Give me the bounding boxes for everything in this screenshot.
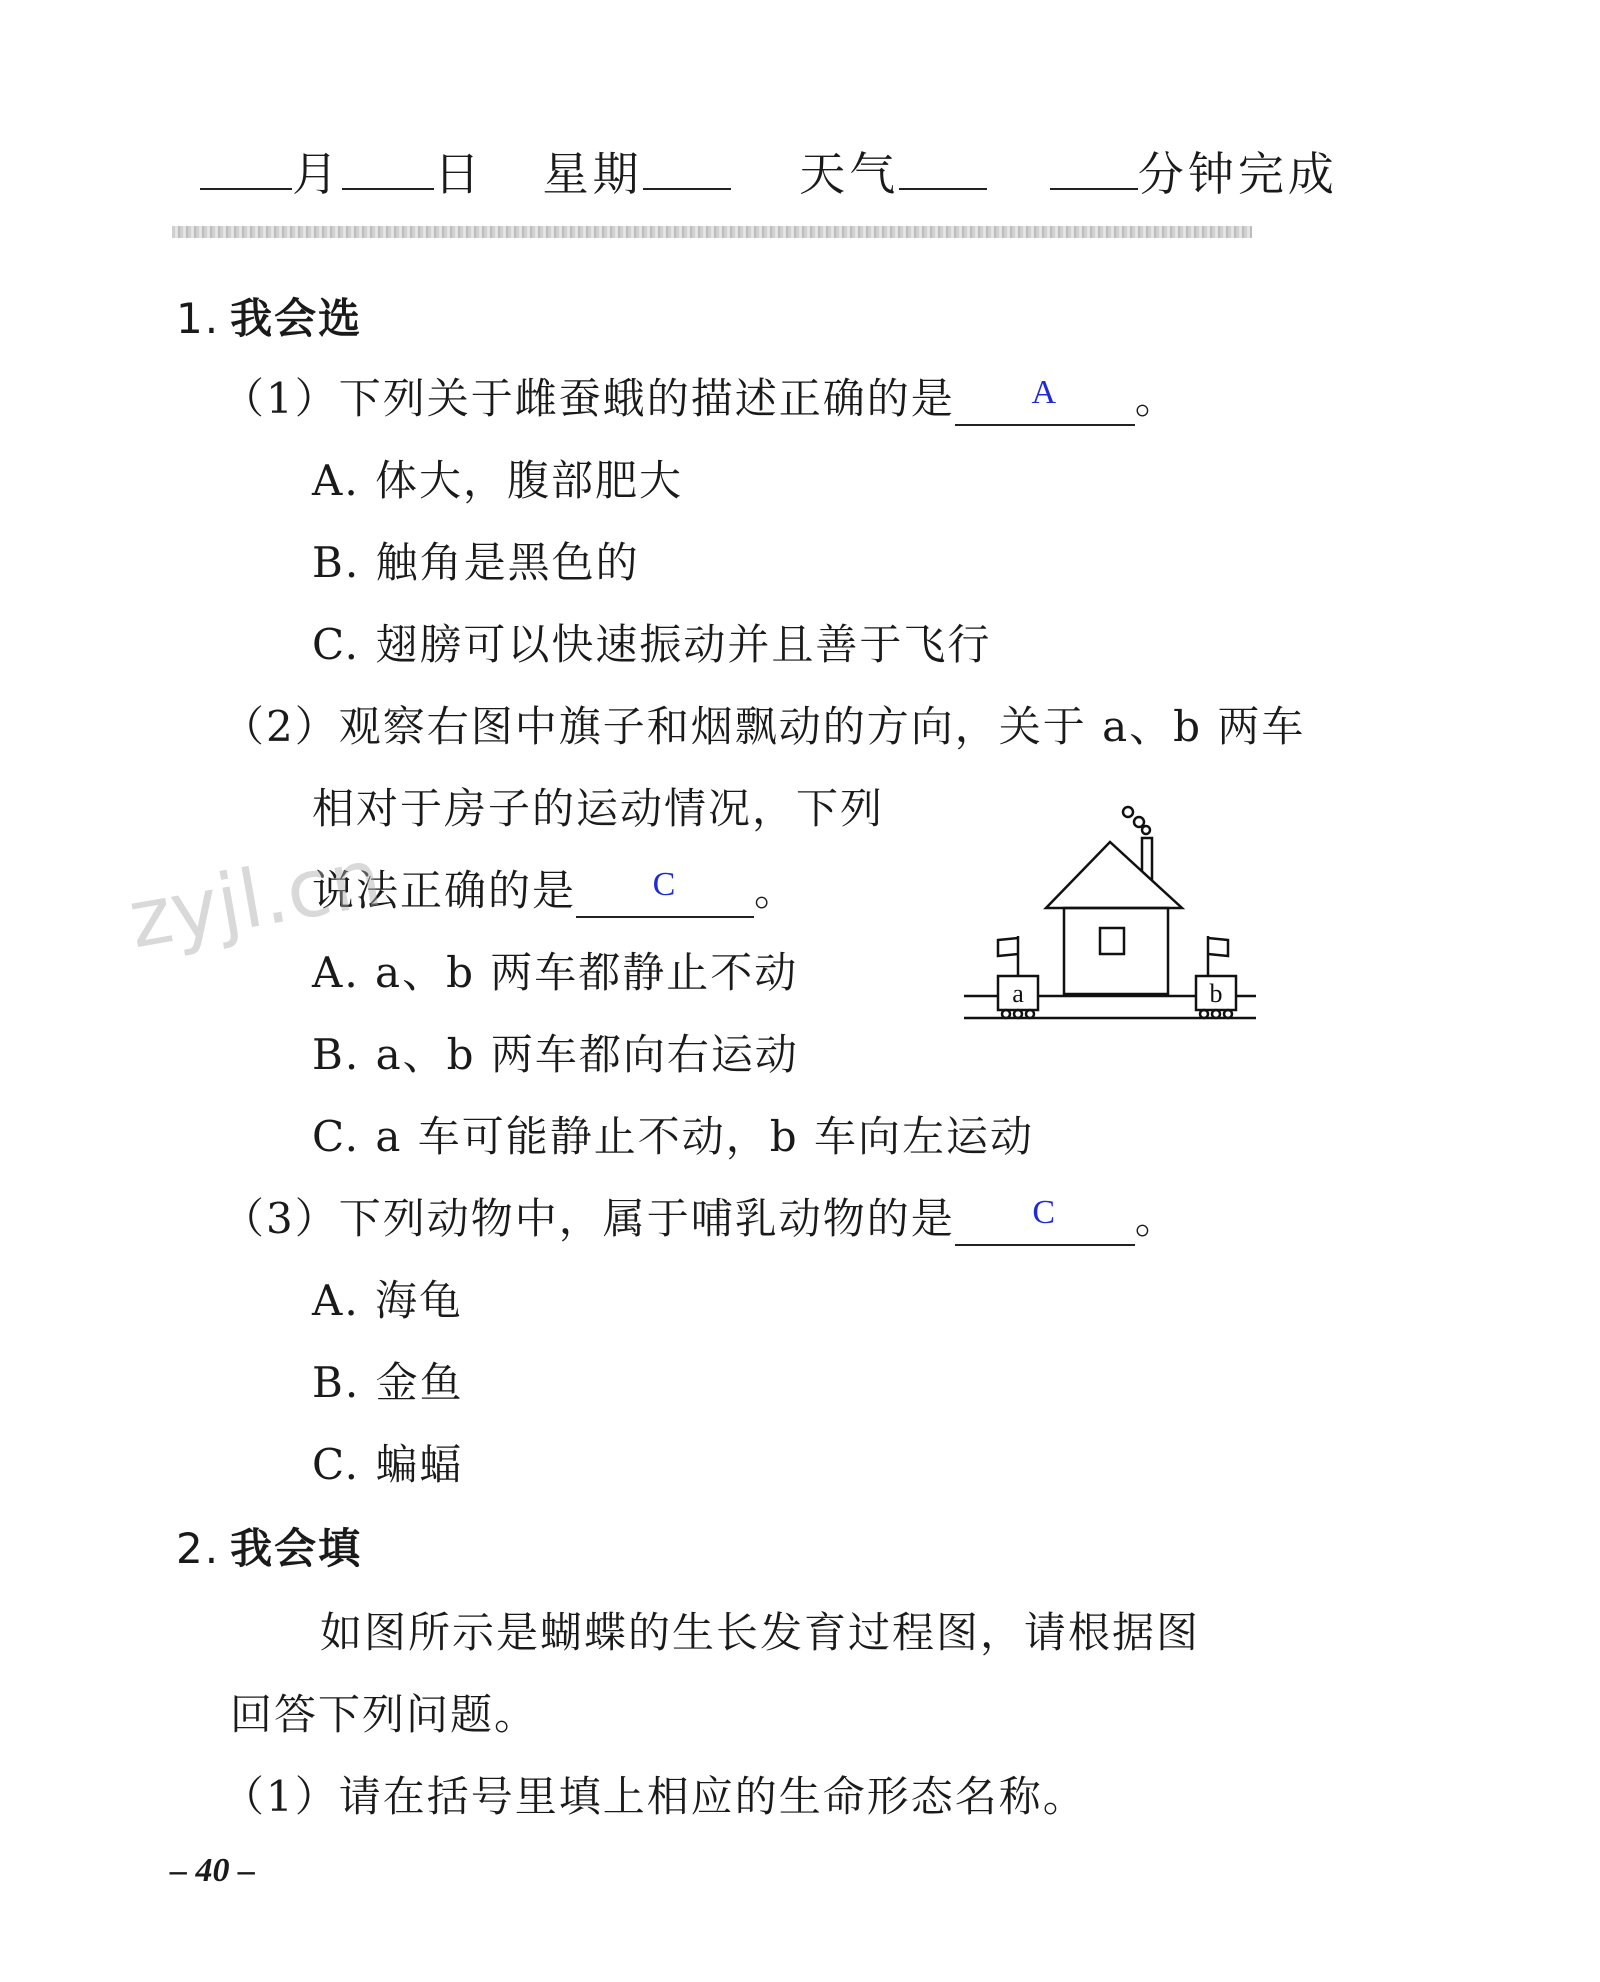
q3-answer: C — [1032, 1194, 1058, 1231]
q2-option-b: B. a、b 两车都向右运动 — [312, 1030, 799, 1079]
section-2-intro-line2: 回答下列问题。 — [230, 1690, 539, 1739]
minutes-blank — [1050, 186, 1138, 190]
question-2-line1 — [222, 694, 1305, 754]
section-1-title: 我会选 — [230, 294, 363, 343]
weekday-label: 星期 — [542, 147, 643, 201]
section-2-heading — [176, 1516, 362, 1576]
house-roof — [1046, 842, 1182, 908]
q1-option-a: A. 体大，腹部肥大 — [312, 456, 684, 505]
q2-answer: C — [652, 866, 678, 903]
q3-option-c: C. 蝙蝠 — [312, 1440, 464, 1489]
section-2-title: 我会填 — [230, 1524, 363, 1573]
q1-text: 下列关于雌蚕蛾的描述正确的是 — [338, 374, 955, 423]
month-blank — [200, 186, 292, 190]
header-divider — [172, 226, 1252, 238]
smoke-puff-1 — [1123, 807, 1133, 817]
car-a-label: a — [1012, 979, 1024, 1008]
q1-answer-blank[interactable] — [955, 374, 1135, 426]
house-body — [1064, 908, 1168, 994]
watermark: zyjl.cn — [121, 830, 389, 967]
q3-option-a: A. 海龟 — [312, 1276, 464, 1325]
q3-answer-blank[interactable] — [955, 1194, 1135, 1246]
q2-answer-blank[interactable] — [576, 866, 754, 918]
q1-end: 。 — [1134, 374, 1179, 423]
q1-option-b: B. 触角是黑色的 — [312, 538, 640, 587]
minutes-label: 分钟完成 — [1137, 147, 1338, 201]
day-label: 日 — [434, 147, 484, 201]
flag-b — [1208, 938, 1228, 956]
q2-option-a: A. a、b 两车都静止不动 — [312, 948, 799, 997]
q3-text: 下列动物中，属于哺乳动物的是 — [338, 1194, 955, 1243]
q1-answer: A — [1031, 374, 1059, 411]
q3-end: 。 — [1134, 1194, 1179, 1243]
q3-number: （3） — [222, 1194, 339, 1243]
section-2-question-1: （1）请在括号里填上相应的生命形态名称。 — [222, 1772, 1087, 1821]
question-1 — [222, 366, 1179, 426]
car-b-label: b — [1209, 979, 1223, 1008]
question-3 — [222, 1186, 1179, 1246]
house-window — [1100, 928, 1124, 954]
q2-end: 。 — [754, 866, 799, 915]
section-2-intro-line1: 如图所示是蝴蝶的生长发育过程图，请根据图 — [320, 1608, 1201, 1657]
smoke-puff-2 — [1134, 817, 1144, 827]
q2-text-line2: 相对于房子的运动情况，下列 — [312, 784, 885, 833]
weather-blank — [899, 186, 987, 190]
date-header — [200, 138, 1338, 204]
section-2-number: 2. — [176, 1524, 221, 1573]
q2-option-c: C. a 车可能静止不动，b 车向左运动 — [312, 1112, 1034, 1161]
smoke-puff-3 — [1142, 826, 1150, 834]
flag-a — [998, 938, 1018, 956]
q3-option-b: B. 金鱼 — [312, 1358, 464, 1407]
house-cars-figure — [960, 800, 1260, 1030]
page-number: – 40 – — [170, 1852, 255, 1889]
q2-number: （2） — [222, 702, 339, 751]
day-blank — [342, 186, 434, 190]
q2-text-line3: 说法正确的是 — [312, 866, 577, 915]
section-1-number: 1. — [176, 294, 221, 343]
section-1-heading — [176, 286, 362, 346]
weather-label: 天气 — [799, 147, 900, 201]
month-label: 月 — [292, 147, 342, 201]
q1-option-c: C. 翅膀可以快速振动并且善于飞行 — [312, 620, 992, 669]
q1-number: （1） — [222, 374, 339, 423]
weekday-blank — [643, 186, 731, 190]
q2-text-line1: 观察右图中旗子和烟飘动的方向，关于 a、b 两车 — [338, 702, 1306, 751]
